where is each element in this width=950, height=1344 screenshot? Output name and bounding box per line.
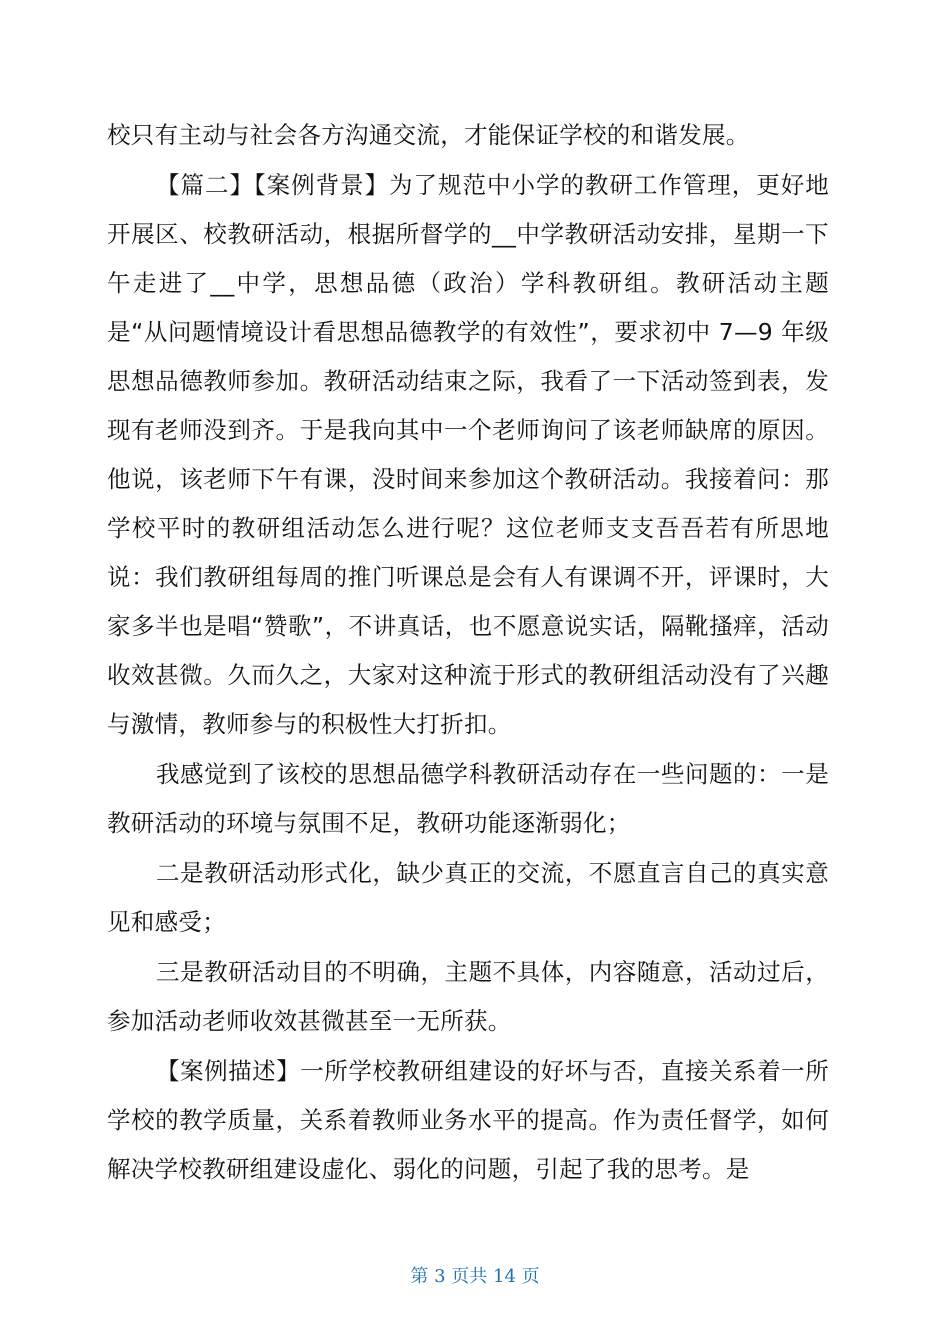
- paragraph-problem-one: 我感觉到了该校的思想品德学科教研活动存在一些问题的：一是教研活动的环境与氛围不足，教研功能逐渐弱化；: [107, 760, 829, 837]
- paragraph-case-description: 【案例描述】一所学校教研组建设的好坏与否，直接关系着一所学校的教学质量，关系着教师业务水平的提高。作为责任督学，如何解决学校教研组建设虚化、弱化的问题，引起了我的思考。是: [107, 1057, 829, 1183]
- paragraph-problem-two: 二是教研活动形式化，缺少真正的交流，不愿直言自己的真实意见和感受；: [107, 859, 829, 936]
- paragraph-case-background: 【篇二】【案例背景】为了规范中小学的教研工作管理，更好地开展区、校教研活动，根据所督学的__中学教研活动安排，星期一下午走进了__中学，思想品德（政治）学科教研组。教研活动主题是“从问题情境设计看思想品德教学的有效性”，要求初中 7—9 年级思想品德教师参加。教研活动结束之际，我看了一下活动签到表，发现有老师没到齐。于是我向其中一个老师询问了该老师缺席的原因。他说，该老师下午有课，没时间来参加这个教研活动。我接着问：那学校平时的教研组活动怎么进行呢？这位老师支支吾吾若有所思地说：我们教研组每周的推门听课总是会有人有课调不开，评课时，大家多半也是唱“赞歌”，不讲真话，也不愿意说实话，隔靴搔痒，活动收效甚微。久而久之，大家对这种流于形式的教研组活动没有了兴趣与激情，教师参与的积极性大打折扣。: [107, 171, 829, 738]
- paragraph-problem-three: 三是教研活动目的不明确，主题不具体，内容随意，活动过后，参加活动老师收效甚微甚至一无所获。: [107, 958, 829, 1035]
- paragraph-continuation: 校只有主动与社会各方沟通交流，才能保证学校的和谐发展。: [107, 121, 750, 149]
- document-body: [107, 111, 829, 1195]
- page-number-footer: 第 3 页共 14 页: [410, 1266, 540, 1287]
